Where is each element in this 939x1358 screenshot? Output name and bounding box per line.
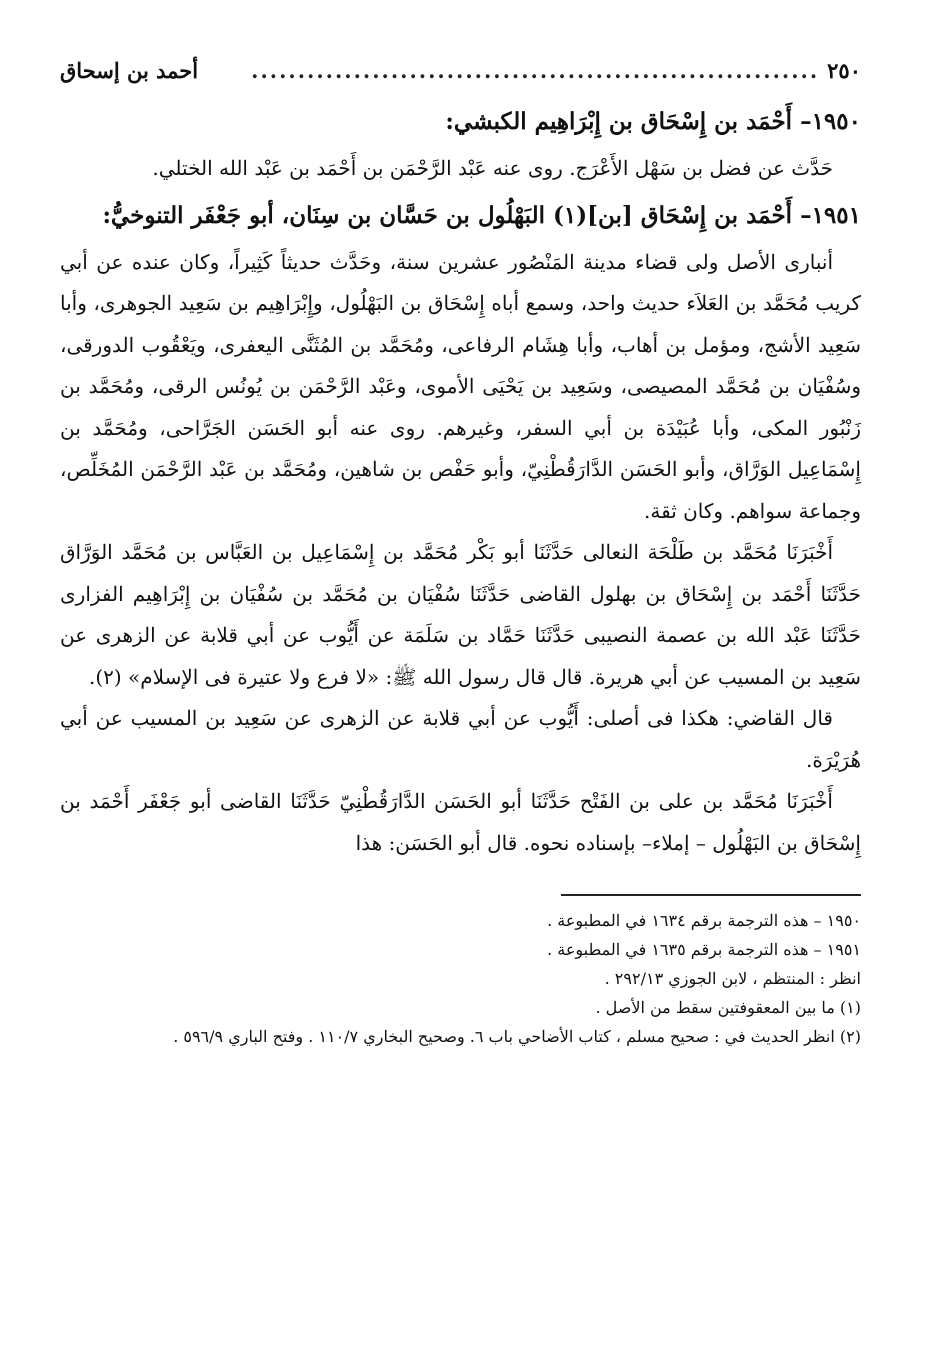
footnote-1950: ١٩٥٠ – هذه الترجمة برقم ١٦٣٤ في المطبوعة . xyxy=(547,911,861,930)
page-number: ٢٥٠ xyxy=(827,57,861,83)
running-title: أحمد بن إسحاق xyxy=(60,57,199,83)
entry-title-1951: ١٩٥١– أَحْمَد بن إِسْحَاق [بن](١) البَهْلُول بن حَسَّان بن سِنَان، أبو جَعْفَر التنوخيُّ: xyxy=(102,201,861,229)
entry-1951-hadith-chain: أَخْبَرَنَا مُحَمَّد بن طَلْحَة النعالى حَدَّثَنَا أبو بَكْر مُحَمَّد بن إِسْمَاعِيل بن العَبَّاس بن مُحَمَّد الوَرَّاق حَدَّثَنَا أَحْمَد بن إِسْحَاق بن بهلول القاضى حَدَّثَنَا سُفْيَان بن مُحَمَّد بن سُفْيَان بن إِبْرَاهِيم الفزارى حَدَّثَنَا عَبْد الله بن عصمة النصيبى حَدَّثَنَا حَمَّاد بن سَلَمَة عن أَيُّوب عن أبي قلابة عن الزهرى عن سَعِيد بن المسيب عن أبي هريرة. قال قال رسول الله ﷺ: «لا فرع ولا عتيرة فى الإسلام» (٢). xyxy=(60,540,862,689)
entry-1950-paragraph: حَدَّث عن فضل بن سَهْل الأَعْرَج. روى عنه عَبْد الرَّحْمَن بن أَحْمَد بن عَبْد الله الختلي. xyxy=(152,156,833,180)
footnote-muntazam: انظر : المنتظم ، لابن الجوزي ٢٩٢/١٣ . xyxy=(604,969,861,988)
entry-1951-second-chain: أَخْبَرَنَا مُحَمَّد بن على بن الفَتْح حَدَّثَنَا أبو الحَسَن الدَّارَقُطْنِيّ حَدَّثَنَا القاضى أبو جَعْفَر أَحْمَد بن إِسْحَاق بن البَهْلُول – إملاء– بإسناده نحوه. قال أبو الحَسَن: هذا xyxy=(60,789,861,855)
entry-1951-biography: أنبارى الأصل ولى قضاء مدينة المَنْصُور عشرين سنة، وحَدَّث حديثاً كَثِيراً، وكان عنده عن أبي كريب مُحَمَّد بن العَلاَء حديث واحد، وسمع أباه إِسْحَاق بن البَهْلُول، وإِبْرَاهِيم بن سَعِيد الجوهرى، وأبا سَعِيد الأشج، ومؤمل بن أهاب، وأبا هِشَام الرفاعى، ومُحَمَّد بن المُثَنَّى اليعفرى، ويَعْقُوب الدورقى، وسُفْيَان بن مُحَمَّد المصيصى، وسَعِيد بن يَحْيَى الأموى، وعَبْد الرَّحْمَن بن يُونُس الرقى، ومُحَمَّد بن زَنْبُور المكى، وأبا عُبَيْدَة بن أبي السفر، وغيرهم. روى عنه أبو الحَسَن الجَرَّاحى، ومُحَمَّد بن إِسْمَاعِيل الوَرَّاق، وأبو الحَسَن الدَّارَقُطْنِيّ، وأبو حَفْص بن شاهين، ومُحَمَّد بن عَبْد الرَّحْمَن المُخَلِّص، وجماعة سواهم. وكان ثقة. xyxy=(60,249,861,523)
running-header xyxy=(60,52,861,88)
entry-1951-qadi-note: قال القاضي: هكذا فى أصلى: أَيُّوب عن أبي قلابة عن الزهرى عن سَعِيد بن المسيب عن أبي هُرَيْرَة. xyxy=(60,706,861,772)
footnote-separator xyxy=(561,894,861,896)
footnote-1: (١) ما بين المعقوفتين سقط من الأصل . xyxy=(595,998,861,1017)
footnote-1951: ١٩٥١ – هذه الترجمة برقم ١٦٣٥ في المطبوعة . xyxy=(547,940,861,959)
footnote-2: (٢) انظر الحديث في : صحيح مسلم ، كتاب الأضاحي باب ٦. وصحيح البخاري ١١٠/٧ . وفتح الباري ٥٩٦/٩ . xyxy=(173,1027,861,1046)
header-dots: ............................................................. xyxy=(251,57,820,83)
entry-title-1950: ١٩٥٠– أَحْمَد بن إِسْحَاق بن إِبْرَاهِيم الكبشي: xyxy=(445,108,861,135)
